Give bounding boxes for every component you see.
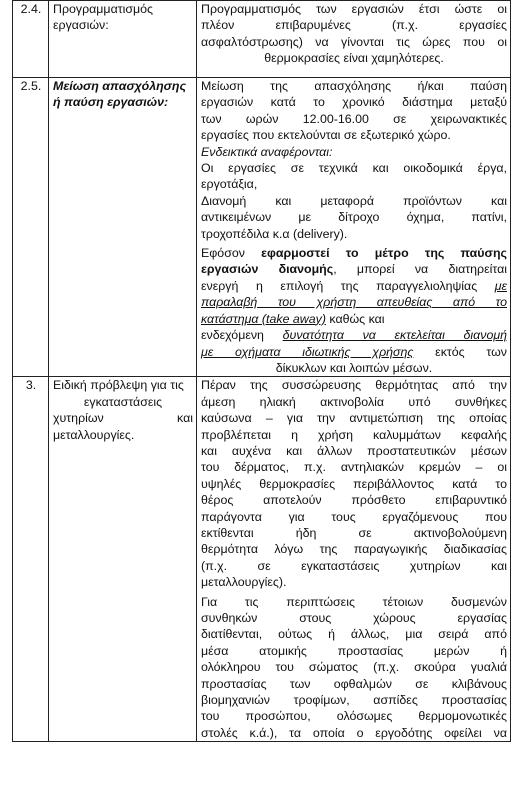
desc-line: παραλαβή του χρήστη απευθείας από το [201, 295, 507, 310]
row-number: 2.5. [13, 78, 49, 377]
text-run: κατάστημα (take away) [201, 311, 326, 326]
row-label [49, 78, 197, 377]
desc-line: πλέον επιβαρυμένες (π.χ. εργασίες [201, 18, 507, 33]
label-line: ή παύση εργασιών: [53, 95, 169, 110]
text-run: εργασιών διανομής [201, 262, 334, 277]
desc-line: Πέραν της συσσώρευσης θερμότητας από την [201, 378, 507, 393]
label-line: Ειδική πρόβλεψη για τις [53, 378, 184, 393]
text-run: με οχήματα ιδιωτικής χρήσης [201, 344, 414, 359]
text-run: ενδεχόμενη [201, 328, 283, 343]
row-label [49, 1, 197, 78]
desc-line [201, 278, 507, 294]
label-line: εγκαταστάσεις [83, 394, 163, 409]
desc-line: τροχοπέδιλα κ.α (delivery). [201, 226, 348, 241]
text-run: δυνατότητα να εκτελείται διανομή [282, 328, 507, 343]
desc-line: Οι εργασίες σε τεχνικά και οικοδομικά έργα, [201, 161, 507, 176]
desc-line: συνθηκών στους χώρους εργασίας [201, 611, 507, 625]
label-line: μεταλλουργίες. [53, 427, 135, 442]
desc-line: Ενδεικτικά αναφέρονται: [201, 144, 333, 159]
desc-line: στολές κ.ά.), τα οποία ο εργοδότης οφείλει να [201, 725, 507, 740]
measures-table [12, 0, 511, 742]
text-run: εκτός των [413, 344, 507, 359]
desc-line: εργοτάξια, [201, 177, 258, 192]
row-number: 3. [13, 377, 49, 742]
desc-line: καύσωνα – για την αντιμετώπιση της οποίας [201, 411, 507, 426]
desc-line: και αυχένα και άλλων προστατευτικών μέσων [201, 443, 507, 458]
label-line: Προγραμματισμός [53, 2, 154, 16]
desc-line [201, 245, 507, 261]
desc-line [201, 311, 507, 327]
text-run: με [494, 278, 507, 293]
desc-line: εργασίες που εκτελούνται σε εξωτερικό χώρο. [201, 128, 451, 143]
desc-line: μεταλλουργίες). [201, 575, 287, 590]
desc-line: εργασιών κατά το χρονικό διάστημα μεταξύ [201, 95, 507, 110]
desc-line: Προγραμματισμός των εργασιών έτσι ώστε οι [201, 2, 507, 16]
desc-line: Μείωση της απασχόλησης ή/και παύση [201, 79, 507, 93]
desc-line: Διανομή και μεταφορά προϊόντων και [201, 193, 507, 208]
table-row [13, 377, 511, 742]
text-run: εφαρμοστεί το μέτρο της παύσης [261, 246, 507, 261]
desc-line: θερμοκρασίες είναι χαμηλότερες. [264, 51, 444, 66]
desc-line: διατίθενται, ούτως ή άλλως, μια σειρά από [201, 627, 507, 642]
label-line: Μείωση απασχόλησης [53, 79, 187, 93]
desc-line: θερμότητα λόγω της παραγωγικής διαδικασίας [201, 542, 507, 557]
text-run: ενεργή η επιλογή της παραγγελιοληψίας [201, 278, 495, 293]
desc-line: αντικειμένων με δίτροχο όχημα, πατίνι, [201, 210, 507, 225]
table-row [13, 1, 511, 78]
row-description [197, 377, 511, 742]
text-run: και [177, 411, 193, 426]
desc-line: υψηλές θερμοκρασίες περιβάλλοντος κατά το [201, 476, 507, 491]
desc-line: δίκυκλων και λοιπών μέσων. [275, 360, 433, 375]
desc-line: ολόκληρου του σώματος (π.χ. σκούρα γυαλιά [201, 660, 507, 675]
desc-line: θέρος αποτελούν πρόσθετο επιβαρυντικό [201, 493, 507, 508]
row-description [197, 78, 511, 377]
desc-line [201, 261, 507, 277]
text-run: , μπορεί να διατηρείται [333, 262, 507, 277]
label-line: εργασιών: [53, 18, 109, 33]
desc-line: εκτίθενται ήδη σε ακτινοβολούμενη [201, 525, 507, 540]
table-row [13, 78, 511, 377]
desc-line: των ωρών 12.00-16.00 σε χειρωνακτικές [201, 111, 507, 126]
desc-line [201, 327, 507, 343]
desc-line: μέσα ατομικής προστασίας μερών ή [201, 643, 507, 658]
text-run: χυτηρίων [53, 411, 104, 426]
desc-line: του δέρματος, π.χ. αντηλιακών κρεμών – οι [201, 460, 507, 475]
desc-line: προβλέπεται η χρήση καλυμμάτων κεφαλής [201, 427, 507, 442]
label-line [53, 410, 193, 426]
desc-line: ασφαλτόστρωσης) να γίνονται τις ώρες που οι [201, 34, 507, 49]
desc-line: του προσώπου, ολόσωμες θερμομονωτικές [201, 709, 507, 724]
desc-line: παράγοντα για τους εργαζόμενους που [201, 509, 507, 524]
text-run: Εφόσον [201, 246, 262, 261]
desc-line: άμεση ηλιακή ακτινοβολία υπό συνθήκες [201, 394, 507, 409]
desc-line: Για τις περιπτώσεις τέτοιων δυσμενών [201, 594, 507, 609]
desc-line: (π.χ. σε εγκαταστάσεις χυτηρίων και [201, 558, 507, 573]
desc-line [201, 344, 507, 360]
text-run: καθώς και [325, 311, 385, 326]
desc-line: βιομηχανιών τροφίμων, ασπίδες προστασίας [201, 693, 507, 708]
desc-line: προστασίας των οφθαλμών σε κλιβάνους [201, 676, 507, 691]
row-number: 2.4. [13, 1, 49, 78]
row-label [49, 377, 197, 742]
row-description [197, 1, 511, 78]
